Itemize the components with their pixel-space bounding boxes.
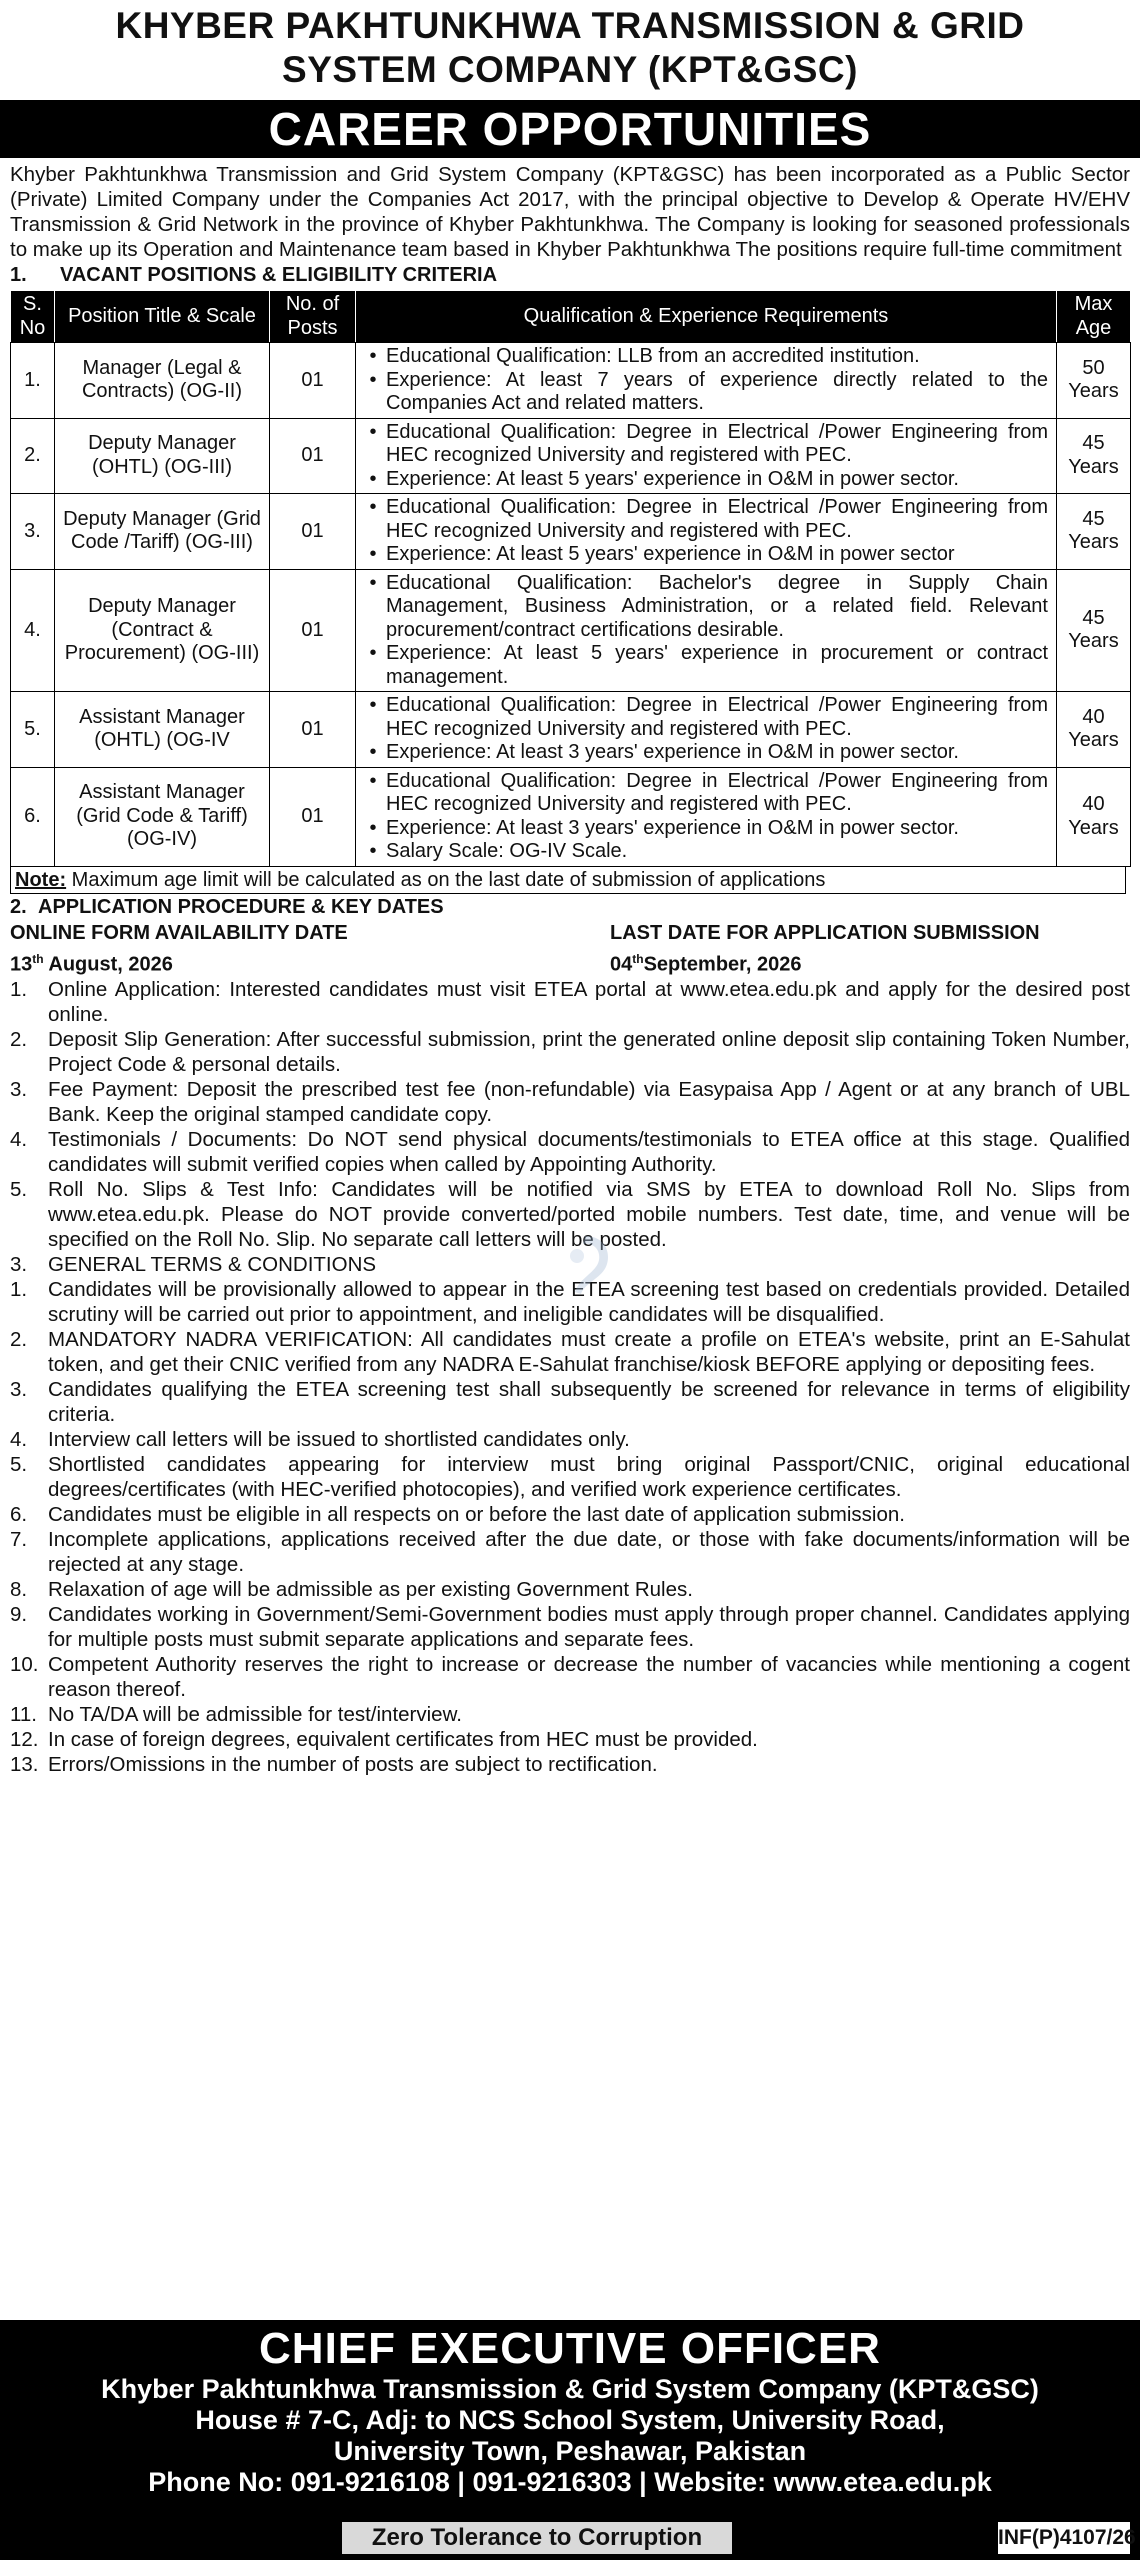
requirement-text: Salary Scale: OG-IV Scale. — [386, 840, 628, 862]
last-date-block — [610, 920, 1130, 978]
item-text: Errors/Omissions in the number of posts are subject to rectification. — [48, 1753, 658, 1777]
requirement-bullet — [360, 770, 1048, 817]
header-qualification: Qualification & Experience Requirements — [356, 291, 1057, 343]
table-row — [11, 767, 1131, 866]
row-requirements — [356, 692, 1057, 768]
term-item — [10, 1602, 1130, 1652]
procedure-item — [10, 1077, 1130, 1127]
row-sno: 5. — [11, 692, 55, 768]
requirement-text: Educational Qualification: Degree in Electrical /Power Engineering from HEC recognized University and registered with PEC. — [386, 420, 1048, 466]
term-item — [10, 1452, 1130, 1502]
row-sno: 4. — [11, 569, 55, 692]
requirement-text: Educational Qualification: Degree in Electrical /Power Engineering from HEC recognized University and registered with PEC. — [386, 496, 1048, 542]
table-row — [11, 418, 1131, 494]
row-position-title: Assistant Manager (Grid Code & Tariff) (OG-IV) — [55, 767, 270, 866]
online-day-suffix: th — [32, 951, 44, 966]
bullet-icon: • — [369, 543, 377, 565]
term-item — [10, 1727, 1130, 1752]
bullet-icon: • — [369, 496, 377, 518]
requirement-bullet — [360, 642, 1048, 689]
requirement-bullet — [360, 741, 1048, 765]
requirement-bullet — [360, 543, 1048, 567]
ceo-title: CHIEF EXECUTIVE OFFICER — [259, 2324, 881, 2373]
item-number: 12. — [10, 1728, 39, 1752]
row-position-title: Deputy Manager (Contract & Procurement) (OG-III) — [55, 569, 270, 692]
term-item — [10, 1502, 1130, 1527]
item-text: Candidates must be eligible in all respects on or before the last date of application submission. — [48, 1503, 905, 1527]
item-number: 9. — [10, 1603, 28, 1627]
item-number: 10. — [10, 1653, 39, 1677]
row-requirements — [356, 494, 1057, 570]
table-row — [11, 343, 1131, 419]
row-sno: 2. — [11, 418, 55, 494]
item-text: Interview call letters will be issued to shortlisted candidates only. — [48, 1428, 630, 1452]
career-opportunities-banner: CAREER OPPORTUNITIES — [0, 100, 1140, 158]
row-posts: 01 — [270, 767, 356, 866]
item-text: Fee Payment: Deposit the prescribed test fee (non-refundable) via Easypaisa App / Agent or at any branch of UBL Bank. Keep the original stamped candidate copy. — [48, 1078, 1130, 1127]
last-date-value — [610, 946, 1130, 978]
item-text: No TA/DA will be admissible for test/interview. — [48, 1703, 462, 1727]
row-sno: 6. — [11, 767, 55, 866]
company-title — [0, 0, 1140, 92]
requirement-bullet — [360, 421, 1048, 468]
term-item — [10, 1577, 1130, 1602]
requirement-bullet — [360, 694, 1048, 741]
bullet-icon: • — [369, 769, 377, 792]
row-sno: 3. — [11, 494, 55, 570]
item-text: Incomplete applications, applications received after the due date, or those with fake documents/information will be rejected at any stage. — [48, 1528, 1130, 1577]
item-text: Roll No. Slips & Test Info: Candidates will be notified via SMS by ETEA to download Roll No. Slips from www.etea.edu.pk. Please do NOT provide converted/ported mobile numbers. Test date, time, and venue will be specified on the Roll No. Slip. No separate call letters will be posted. — [48, 1178, 1130, 1252]
bullet-icon: • — [369, 368, 377, 391]
requirement-text: Educational Qualification: Bachelor's degree in Supply Chain Management, Business Administration, or a related field. Relevant procurement/contract certifications desirable. — [386, 571, 1048, 641]
requirement-bullet — [360, 496, 1048, 543]
row-requirements — [356, 767, 1057, 866]
terms-list — [0, 1277, 1140, 1777]
section-number: 3. — [10, 1253, 28, 1277]
term-item — [10, 1427, 1130, 1452]
procedure-list — [0, 977, 1140, 1252]
term-item — [10, 1527, 1130, 1577]
row-max-age: 40 Years — [1057, 692, 1131, 768]
procedure-item — [10, 977, 1130, 1027]
row-posts: 01 — [270, 569, 356, 692]
item-number: 4. — [10, 1128, 28, 1152]
item-number: 1. — [10, 978, 28, 1002]
note-label: Note: — [15, 868, 67, 891]
online-month-year: August, 2026 — [43, 953, 173, 976]
requirement-text: Educational Qualification: Degree in Electrical /Power Engineering from HEC recognized University and registered with PEC. — [386, 694, 1048, 740]
requirement-text: Experience: At least 7 years of experience directly related to the Companies Act and related matters. — [386, 368, 1048, 414]
bullet-icon: • — [369, 741, 377, 763]
header-position: Position Title & Scale — [55, 291, 270, 343]
row-max-age: 40 Years — [1057, 767, 1131, 866]
requirement-bullet — [360, 572, 1048, 643]
item-text: Deposit Slip Generation: After successful submission, print the generated online deposit slip containing Token Number, Project Code & personal details. — [48, 1028, 1130, 1077]
footer-bottom-strip — [0, 2516, 1140, 2560]
requirement-bullet — [360, 840, 1048, 864]
key-dates — [0, 920, 1140, 978]
term-item — [10, 1702, 1130, 1727]
item-text: Testimonials / Documents: Do NOT send physical documents/testimonials to ETEA office at this stage. Qualified candidates will submit verified copies when called by Appointing Authority. — [48, 1128, 1130, 1177]
bullet-icon: • — [369, 694, 377, 716]
term-item — [10, 1377, 1130, 1427]
requirement-text: Experience: At least 5 years' experience in O&M in power sector — [386, 543, 955, 565]
item-text: Candidates will be provisionally allowed to appear in the ETEA screening test based on credentials provided. Detailed scrutiny will be carried out prior to appointment, and ineligible candidates will be disqualified. — [48, 1278, 1130, 1327]
item-number: 13. — [10, 1753, 39, 1777]
procedure-item — [10, 1027, 1130, 1077]
row-posts: 01 — [270, 343, 356, 419]
requirement-text: Educational Qualification: LLB from an accredited institution. — [386, 345, 920, 367]
positions-table-body — [11, 343, 1131, 867]
requirement-text: Experience: At least 5 years' experience in procurement or contract management. — [386, 642, 1048, 688]
row-posts: 01 — [270, 494, 356, 570]
row-posts: 01 — [270, 418, 356, 494]
row-max-age: 45 Years — [1057, 494, 1131, 570]
row-position-title: Manager (Legal & Contracts) (OG-II) — [55, 343, 270, 419]
table-row — [11, 569, 1131, 692]
last-month-year: September, 2026 — [643, 953, 802, 976]
row-max-age: 45 Years — [1057, 569, 1131, 692]
row-requirements — [356, 418, 1057, 494]
bullet-icon: • — [369, 420, 377, 443]
requirement-bullet — [360, 468, 1048, 492]
requirement-bullet — [360, 817, 1048, 841]
item-text: MANDATORY NADRA VERIFICATION: All candidates must create a profile on ETEA's website, print an E-Sahulat token, and get their CNIC verified from any NADRA E-Sahulat franchise/kiosk BEFORE applying or depositing fees. — [48, 1328, 1130, 1377]
item-number: 3. — [10, 1078, 28, 1102]
item-number: 3. — [10, 1378, 28, 1402]
header-sno: S. No — [11, 291, 55, 343]
row-posts: 01 — [270, 692, 356, 768]
row-position-title: Deputy Manager (OHTL) (OG-III) — [55, 418, 270, 494]
last-day: 04 — [610, 953, 633, 976]
term-item — [10, 1652, 1130, 1702]
bullet-icon: • — [369, 345, 377, 367]
item-text: Competent Authority reserves the right to increase or decrease the number of vacancies while mentioning a cogent reason thereof. — [48, 1653, 1130, 1702]
item-number: 6. — [10, 1503, 28, 1527]
online-date-value — [10, 946, 610, 978]
header-posts: No. of Posts — [270, 291, 356, 343]
item-text: Candidates working in Government/Semi-Government bodies must apply through proper channel. Candidates applying for multiple posts must submit separate applications and separate fees. — [48, 1603, 1130, 1652]
online-day: 13 — [10, 953, 33, 976]
row-position-title: Deputy Manager (Grid Code /Tariff) (OG-III) — [55, 494, 270, 570]
item-text: In case of foreign degrees, equivalent certificates from HEC must be provided. — [48, 1728, 758, 1752]
item-text: Online Application: Interested candidates must visit ETEA portal at www.etea.edu.pk and apply for the desired post online. — [48, 978, 1130, 1027]
requirement-text: Experience: At least 5 years' experience in O&M in power sector. — [386, 467, 959, 490]
footer-address-line-2: University Town, Peshawar, Pakistan — [333, 2436, 807, 2466]
row-max-age: 50 Years — [1057, 343, 1131, 419]
footer-contact: Phone No: 091-9216108 | 091-9216303 | Website: www.etea.edu.pk — [148, 2467, 992, 2497]
header-max-age: Max Age — [1057, 291, 1131, 343]
term-item — [10, 1752, 1130, 1777]
bullet-icon: • — [369, 642, 377, 664]
age-note — [10, 867, 1126, 894]
item-number: 2. — [10, 1028, 28, 1052]
section-number: 1. — [10, 264, 27, 286]
section-1-heading — [0, 262, 1140, 288]
footer-address-line-1: House # 7-C, Adj: to NCS School System, University Road, — [195, 2405, 945, 2435]
section-number: 2. — [10, 895, 27, 918]
table-row — [11, 494, 1131, 570]
item-number: 8. — [10, 1578, 28, 1602]
online-date-block — [10, 920, 610, 978]
item-number: 5. — [10, 1453, 28, 1477]
section-title: GENERAL TERMS & CONDITIONS — [48, 1253, 377, 1277]
bullet-icon: • — [369, 467, 377, 490]
item-text: Candidates qualifying the ETEA screening test shall subsequently be screened for relevance in terms of eligibility criteria. — [48, 1378, 1130, 1427]
footer-organization: Khyber Pakhtunkhwa Transmission & Grid System Company (KPT&GSC) — [101, 2374, 1039, 2404]
last-date-label: LAST DATE FOR APPLICATION SUBMISSION — [610, 921, 1040, 944]
item-number: 2. — [10, 1328, 28, 1352]
section-title: APPLICATION PROCEDURE & KEY DATES — [38, 895, 444, 918]
intro-paragraph: Khyber Pakhtunkhwa Transmission and Grid System Company (KPT&GSC) has been incorporated as a Public Sector (Private) Limited Company under the Companies Act 2017, with the principal objective to Develop & Operate HV/EHV Transmission & Grid Network in the province of Khyber Pakhtunkhwa. The Company is looking for seasoned professionals to make up its Operation and Maintenance team based in Khyber Pakhtunkhwa The positions require full-time commitment — [10, 163, 1130, 261]
row-requirements — [356, 569, 1057, 692]
item-text: Shortlisted candidates appearing for interview must bring original Passport/CNIC, original educational degrees/certificates (with HEC-verified photocopies), and verified work experience certificates. — [48, 1453, 1130, 1502]
requirement-bullet — [360, 345, 1048, 369]
item-number: 11. — [10, 1703, 37, 1727]
footer-block — [0, 2320, 1140, 2560]
last-day-suffix: th — [632, 951, 644, 966]
section-title: VACANT POSITIONS & ELIGIBILITY CRITERIA — [60, 264, 498, 286]
item-number: 7. — [10, 1528, 28, 1552]
bullet-icon: • — [369, 571, 377, 594]
section-2-heading — [0, 894, 1140, 920]
requirement-text: Experience: At least 3 years' experience in O&M in power sector. — [386, 816, 959, 839]
row-sno: 1. — [11, 343, 55, 419]
positions-table — [10, 290, 1131, 867]
table-header-row — [11, 291, 1131, 343]
online-date-label: ONLINE FORM AVAILABILITY DATE — [10, 921, 348, 944]
company-title-line-1: KHYBER PAKHTUNKHWA TRANSMISSION & GRID — [115, 5, 1025, 46]
table-row — [11, 692, 1131, 768]
etea-watermark-logo — [555, 1232, 615, 1302]
row-max-age: 45 Years — [1057, 418, 1131, 494]
zero-tolerance-badge: Zero Tolerance to Corruption — [342, 2522, 732, 2554]
procedure-item — [10, 1127, 1130, 1177]
company-title-line-2: SYSTEM COMPANY (KPT&GSC) — [282, 49, 858, 90]
bullet-icon: • — [369, 840, 377, 862]
term-item — [10, 1327, 1130, 1377]
item-text: Relaxation of age will be admissible as per existing Government Rules. — [48, 1578, 693, 1602]
row-requirements — [356, 343, 1057, 419]
requirement-text: Educational Qualification: Degree in Electrical /Power Engineering from HEC recognized University and registered with PEC. — [386, 769, 1048, 815]
row-position-title: Assistant Manager (OHTL) (OG-IV — [55, 692, 270, 768]
item-number: 4. — [10, 1428, 28, 1452]
item-number: 1. — [10, 1278, 28, 1302]
requirement-bullet — [360, 369, 1048, 416]
requirement-text: Experience: At least 3 years' experience in O&M in power sector. — [386, 741, 959, 763]
reference-number: INF(P)4107/26 — [998, 2522, 1130, 2554]
note-text: Maximum age limit will be calculated as on the last date of submission of applications — [66, 868, 826, 891]
bullet-icon: • — [369, 816, 377, 839]
item-number: 5. — [10, 1178, 28, 1202]
